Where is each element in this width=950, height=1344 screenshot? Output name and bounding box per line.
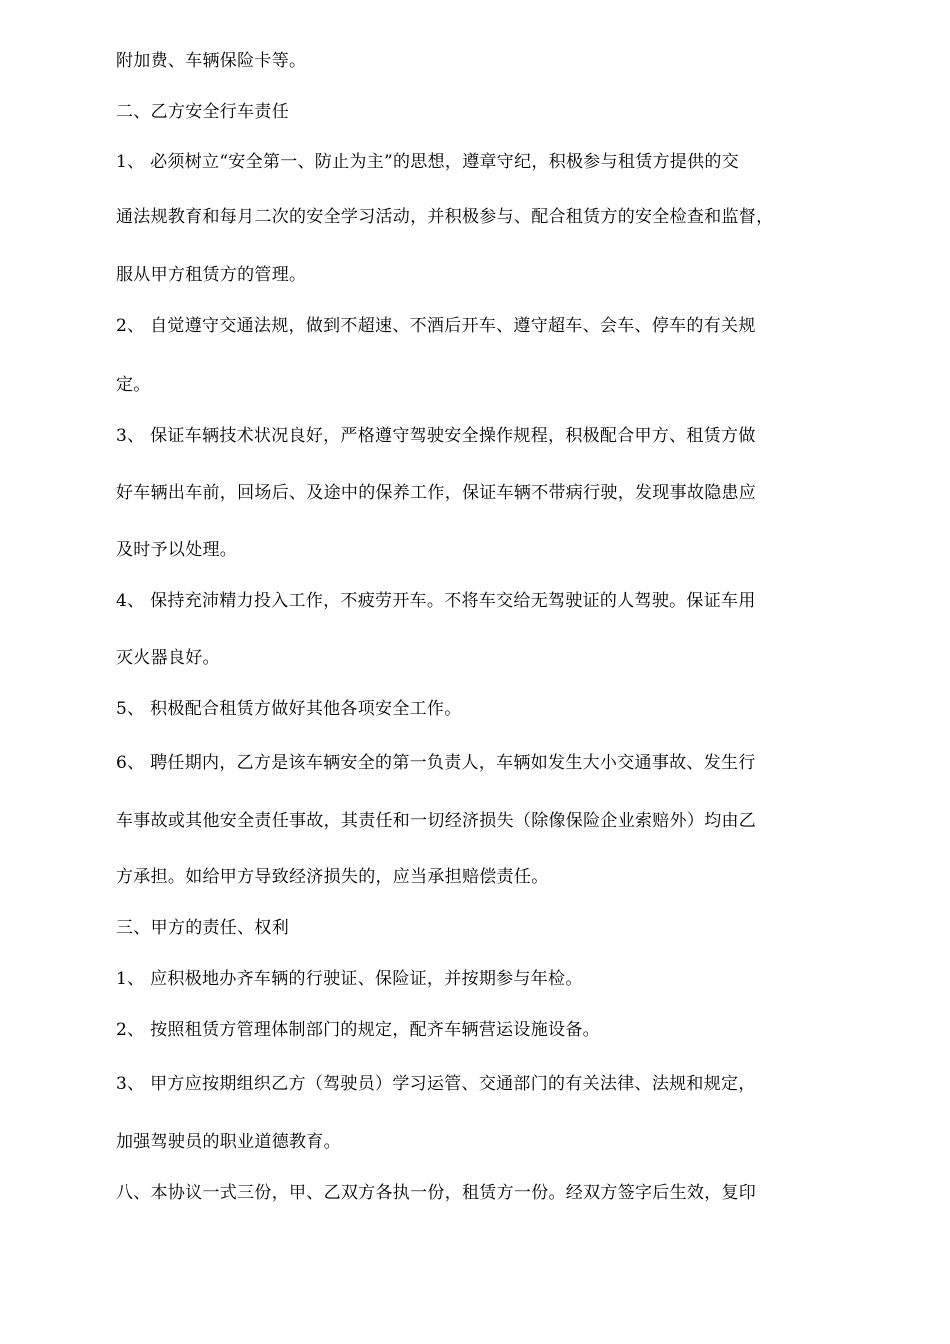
text-line: 6、 聘任期内，乙方是该车辆安全的第一负责人，车辆如发生大小交通事故、发生行 — [116, 753, 756, 773]
text-line: 3、 保证车辆技术状况良好，严格遵守驾驶安全操作规程，积极配合甲方、租赁方做 — [116, 426, 756, 446]
section-heading: 二、乙方安全行车责任 — [116, 102, 289, 122]
text-line: 4、 保持充沛精力投入工作，不疲劳开车。不将车交给无驾驶证的人驾驶。保证车用 — [116, 591, 756, 611]
text-line: 灭火器良好。 — [116, 648, 220, 668]
section-heading: 三、甲方的责任、权利 — [116, 918, 289, 938]
text-line: 通法规教育和每月二次的安全学习活动，并积极参与、配合租赁方的安全检查和监督， — [116, 207, 774, 227]
text-line: 加强驾驶员的职业道德教育。 — [116, 1132, 341, 1152]
text-line: 车事故或其他安全责任事故，其责任和一切经济损失（除像保险企业索赔外）均由乙 — [116, 811, 757, 831]
text-line: 1、 应积极地办齐车辆的行驶证、保险证，并按期参与年检。 — [116, 969, 583, 989]
text-line: 2、 按照租赁方管理体制部门的规定，配齐车辆营运设施设备。 — [116, 1020, 600, 1040]
text-line: 好车辆出车前，回场后、及途中的保养工作，保证车辆不带病行驶，发现事故隐患应 — [116, 483, 757, 503]
text-line: 八、本协议一式三份，甲、乙双方各执一份，租赁方一份。经双方签字后生效，复印 — [116, 1183, 757, 1203]
text-line: 及时予以处理。 — [116, 540, 238, 560]
text-line: 定。 — [116, 375, 151, 395]
text-line: 附加费、车辆保险卡等。 — [116, 51, 307, 71]
text-line: 2、 自觉遵守交通法规，做到不超速、不酒后开车、遵守超车、会车、停车的有关规 — [116, 316, 756, 336]
text-line: 1、 必须树立“安全第一、防止为主”的思想，遵章守纪，积极参与租赁方提供的交 — [116, 152, 739, 172]
text-line: 方承担。如给甲方导致经济损失的，应当承担赔偿责任。 — [116, 867, 549, 887]
text-line: 3、 甲方应按期组织乙方（驾驶员）学习运管、交通部门的有关法律、法规和规定， — [116, 1074, 756, 1094]
text-line: 5、 积极配合租赁方做好其他各项安全工作。 — [116, 699, 462, 719]
text-line: 服从甲方租赁方的管理。 — [116, 265, 307, 285]
